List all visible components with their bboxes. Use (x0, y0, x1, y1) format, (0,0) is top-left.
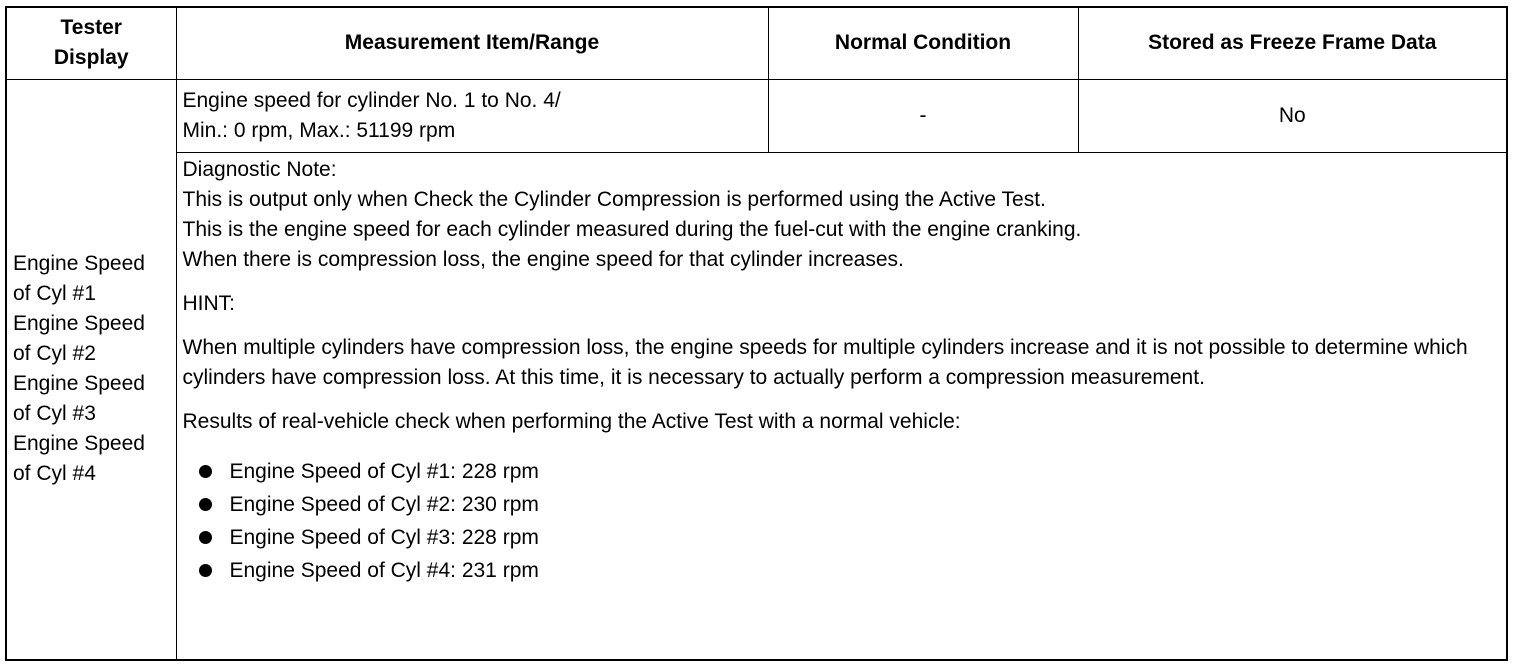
bullet-icon (199, 498, 212, 511)
results-list (183, 455, 1501, 587)
note-row (6, 152, 1507, 660)
tester-display-line: Engine Speed (13, 432, 145, 456)
result-text: Engine Speed of Cyl #1: 228 rpm (229, 459, 539, 483)
note-title: Diagnostic Note: (182, 157, 337, 181)
result-text: Engine Speed of Cyl #3: 228 rpm (229, 525, 539, 549)
freeze-frame-cell: No (1078, 79, 1507, 152)
table-row (6, 79, 1507, 152)
hint-text: When multiple cylinders have compression loss, the engine speeds for multiple cylinders increase and it is not possible to determine which cylinders have compression loss. At this time, it is necessary to actually perform a compression measurement. (182, 335, 1468, 389)
tester-display-line: of Cyl #2 (13, 342, 96, 366)
data-list-table (5, 6, 1508, 661)
tester-display-cell (6, 79, 176, 660)
tester-display-line: of Cyl #3 (13, 402, 96, 426)
result-text: Engine Speed of Cyl #4: 231 rpm (229, 558, 539, 582)
list-item (199, 455, 1501, 488)
header-normal-condition: Normal Condition (768, 7, 1078, 79)
note-line: This is output only when Check the Cylinder Compression is performed using the Active Test. (182, 187, 1046, 211)
hint-label: HINT: (182, 291, 235, 315)
result-text: Engine Speed of Cyl #2: 230 rpm (229, 492, 539, 516)
bullet-icon (199, 531, 212, 544)
note-line: When there is compression loss, the engine speed for that cylinder increases. (182, 247, 904, 271)
header-tester-display-line: Tester (60, 16, 122, 40)
header-tester-display (6, 7, 176, 79)
list-item (199, 488, 1501, 521)
range-line: Engine speed for cylinder No. 1 to No. 4/ (182, 88, 561, 112)
normal-condition-cell: - (768, 79, 1078, 152)
results-intro: Results of real-vehicle check when performing the Active Test with a normal vehicle: (182, 409, 961, 433)
measurement-range-cell (176, 79, 768, 152)
bullet-icon (199, 465, 212, 478)
tester-display-line: Engine Speed (13, 312, 145, 336)
header-row (6, 7, 1507, 79)
range-line: Min.: 0 rpm, Max.: 51199 rpm (182, 118, 456, 142)
list-item (199, 521, 1501, 554)
tester-display-line: of Cyl #4 (13, 462, 96, 486)
tester-display-line: Engine Speed (13, 252, 145, 276)
note-line: This is the engine speed for each cylinder measured during the fuel-cut with the engine cranking. (182, 217, 1082, 241)
tester-display-line: of Cyl #1 (13, 282, 96, 306)
tester-display-line: Engine Speed (13, 372, 145, 396)
bullet-icon (199, 564, 212, 577)
list-item (199, 554, 1501, 587)
header-measurement-item: Measurement Item/Range (176, 7, 768, 79)
header-freeze-frame: Stored as Freeze Frame Data (1078, 7, 1507, 79)
diagnostic-note-cell (176, 152, 1507, 660)
header-tester-display-line: Display (53, 46, 129, 70)
